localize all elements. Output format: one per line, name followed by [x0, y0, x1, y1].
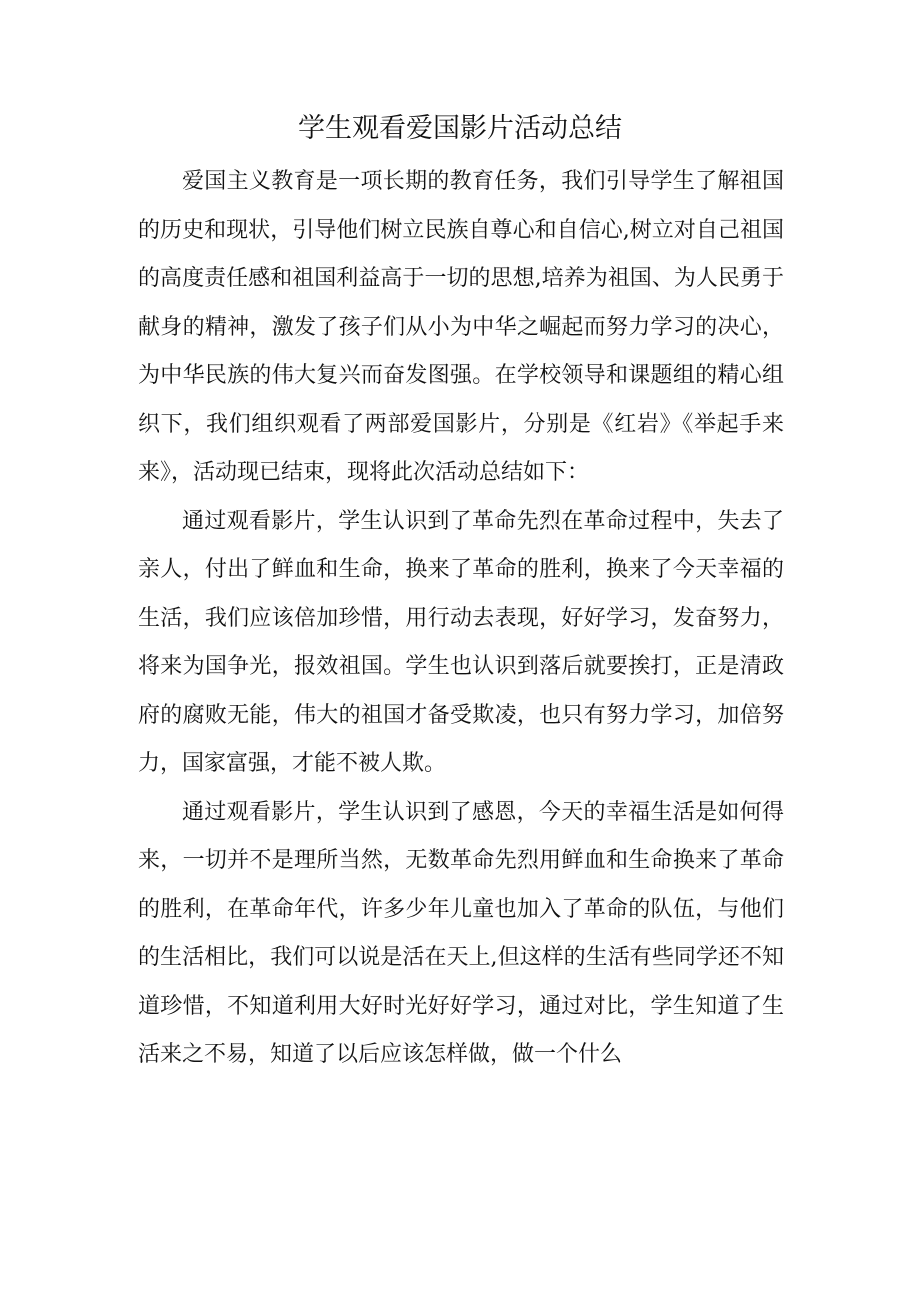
document-body [138, 158, 784, 1080]
document-title: 学生观看爱国影片活动总结 [298, 113, 622, 144]
paragraph-1: 爱国主义教育是一项长期的教育任务，我们引导学生了解祖国的历史和现状，引导他们树立民族自尊心和自信心,树立对自己祖国的高度责任感和祖国利益高于一切的思想,培养为祖国、为人民勇于献身的精神，激发了孩子们从小为中华之崛起而努力学习的决心，为中华民族的伟大复兴而奋发图强。在学校领导和课题组的精心组织下，我们组织观看了两部爱国影片，分别是《红岩》《举起手来来》，活动现已结束，现将此次活动总结如下： [138, 169, 784, 485]
paragraph-2: 通过观看影片，学生认识到了革命先烈在革命过程中，失去了亲人，付出了鲜血和生命，换来了革命的胜利，换来了今天幸福的生活，我们应该倍加珍惜，用行动去表现，好好学习，发奋努力，将来为国争光，报效祖国。学生也认识到落后就要挨打，正是清政府的腐败无能，伟大的祖国才备受欺凌，也只有努力学习，加倍努力，国家富强，才能不被人欺。 [138, 508, 784, 776]
paragraph-3: 通过观看影片，学生认识到了感恩，今天的幸福生活是如何得来，一切并不是理所当然，无数革命先烈用鲜血和生命换来了革命的胜利，在革命年代，许多少年儿童也加入了革命的队伍，与他们的生活相比，我们可以说是活在天上,但这样的生活有些同学还不知道珍惜，不知道利用大好时光好好学习，通过对比，学生知道了生活来之不易，知道了以后应该怎样做，做一个什么 [138, 799, 784, 1067]
